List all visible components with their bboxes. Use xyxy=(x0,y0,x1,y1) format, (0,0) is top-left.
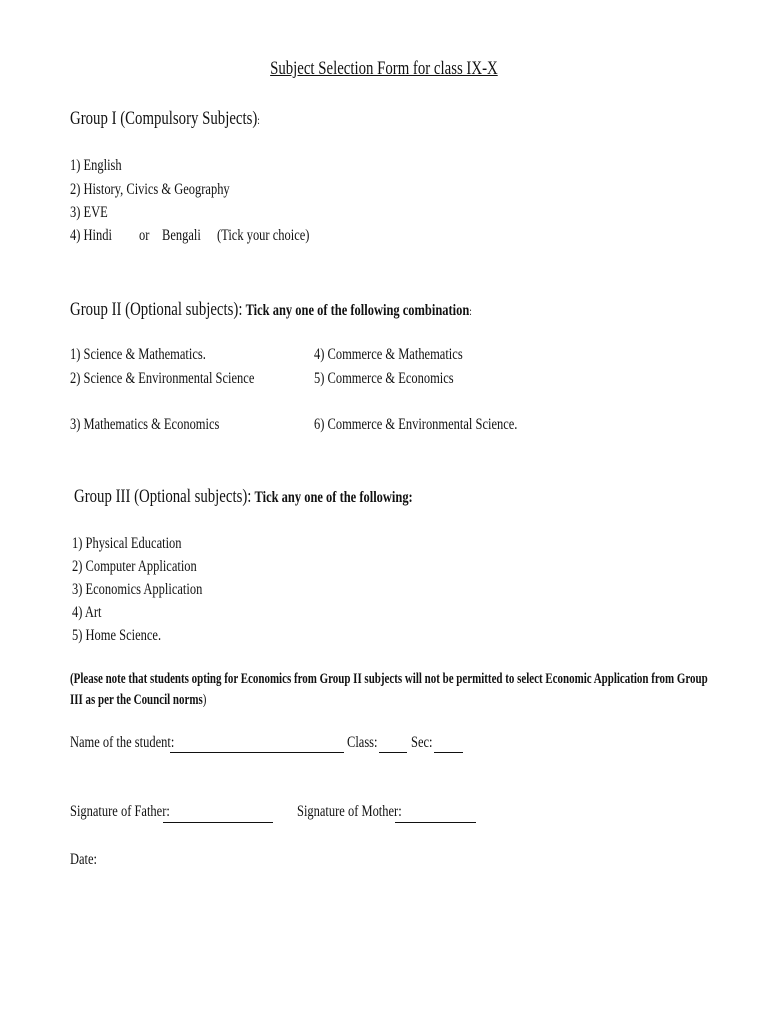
mother-signature-label: Signature of Mother: xyxy=(297,803,402,820)
council-note-line-1: (Please note that students opting for Economics from Group II subjects will not be permitted to select Economic Application from Group xyxy=(70,671,708,687)
father-signature-label: Signature of Father: xyxy=(70,803,170,820)
group3-heading-row xyxy=(74,486,508,508)
group2-left-item-3: 3) Mathematics & Economics xyxy=(70,416,220,433)
form-title: Subject Selection Form for class IX-X xyxy=(270,58,498,79)
group2-right-item-2: 5) Commerce & Economics xyxy=(314,370,454,387)
group1-item-4-or: or xyxy=(139,227,150,244)
group3-item-2: 2) Computer Application xyxy=(72,558,197,575)
class-label: Class: xyxy=(347,734,378,751)
group3-heading: Group III (Optional subjects): xyxy=(74,486,252,507)
group2-left-item-2: 2) Science & Environmental Science xyxy=(70,370,255,387)
group1-item-2: 2) History, Civics & Geography xyxy=(70,181,230,198)
group3-item-5: 5) Home Science. xyxy=(72,627,162,644)
group2-right-item-3: 6) Commerce & Environmental Science. xyxy=(314,416,518,433)
group2-heading: Group II (Optional subjects): xyxy=(70,299,243,320)
group1-heading: Group I (Compulsory Subjects): xyxy=(70,108,260,129)
group2-instruction: Tick any one of the following combination xyxy=(245,302,470,319)
mother-signature-field[interactable] xyxy=(395,820,476,823)
class-field[interactable] xyxy=(379,750,407,753)
student-name-field[interactable] xyxy=(170,750,344,753)
group1-item-1: 1) English xyxy=(70,157,122,174)
student-name-label: Name of the student: xyxy=(70,734,175,751)
sec-label: Sec: xyxy=(411,734,433,751)
group1-item-4-hint: (Tick your choice) xyxy=(217,227,310,244)
council-note-line-2: III as per the Council norms) xyxy=(70,692,207,708)
father-signature-field[interactable] xyxy=(163,820,273,823)
group3-item-3: 3) Economics Application xyxy=(72,581,203,598)
sec-field[interactable] xyxy=(434,750,463,753)
group2-left-item-1: 1) Science & Mathematics. xyxy=(70,346,206,363)
group1-item-3: 3) EVE xyxy=(70,204,108,221)
date-label: Date: xyxy=(70,851,98,868)
group2-heading-row: Group II (Optional subjects): Tick any one of the following combination: xyxy=(70,299,472,320)
group2-right-item-1: 4) Commerce & Mathematics xyxy=(314,346,463,363)
group3-instruction: Tick any one of the following: xyxy=(254,489,413,506)
group3-item-4: 4) Art xyxy=(72,604,102,621)
group1-item-4-option2: Bengali xyxy=(162,227,201,244)
group3-item-1: 1) Physical Education xyxy=(72,535,182,552)
group1-item-4: 4) Hindi xyxy=(70,227,112,244)
